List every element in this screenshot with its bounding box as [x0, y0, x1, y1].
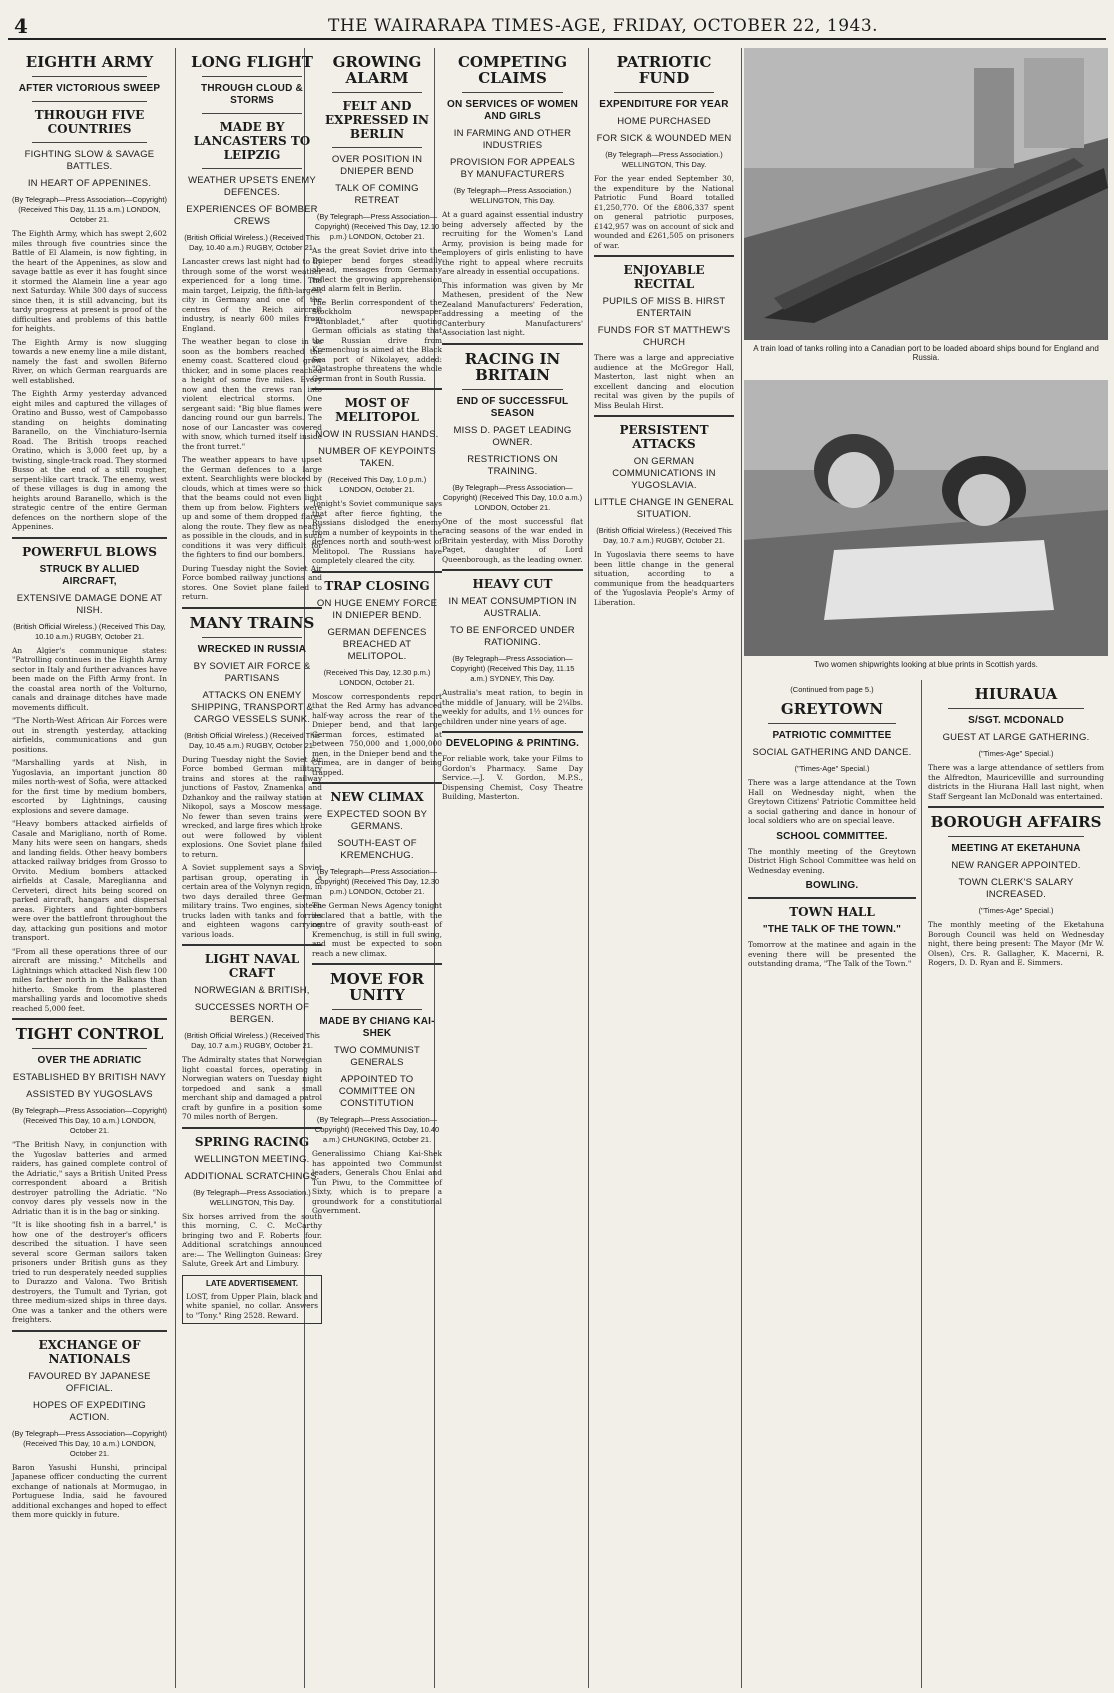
headline: BOROUGH AFFAIRS: [930, 813, 1102, 831]
article-paragraph: The monthly meeting of the Eketahuna Borough Council was held on Wednesday night, there being present: The Mayor (Mr W. Olsen), Crs. R. Gallagher, K. Macerni, R. Rogers, D. D. Ryan and E. Simmers.: [928, 920, 1104, 967]
article-paragraph: During Tuesday night the Soviet Air Force bombed railway junctions and stores. One Soviet plane failed to return.: [182, 563, 322, 601]
train-tanks-photo: [744, 48, 1108, 340]
subheadline: THROUGH CLOUD & STORMS: [201, 83, 303, 106]
article-paragraph: "The British Navy, in conjunction with the Yugoslav batteries and armed raiders, has gained complete control of the Adriatic," says a British United Press correspondent aboard a British destroyer patrolling the Adriatic. "No convoy dares ply vessels now in the Adriatic than it is in the bag or sinking.: [12, 1140, 167, 1216]
subheadline: PATRIOTIC COMMITTEE: [772, 730, 892, 741]
dateline: (By Telegraph—Press Association.) WELLINGTON, This Day.: [193, 1187, 311, 1207]
headline: TRAP CLOSING: [324, 578, 430, 593]
headline: FELT AND EXPRESSED IN BERLIN: [325, 99, 429, 141]
subheadline: HOME PURCHASED: [617, 116, 711, 127]
dateline: (By Telegraph—Press Association—Copyright) (Received This Day, 10.40 a.m.) CHUNGKING, October 21.: [314, 1115, 440, 1144]
subheadline: MADE BY CHIANG KAI-SHEK: [319, 1016, 435, 1039]
subheadline: GUEST AT LARGE GATHERING.: [942, 732, 1090, 743]
article-paragraph: One of the most successful flat racing seasons of the war ended in Britain yesterday, with Miss Dorothy Paget, daughter of Lord Queenborough, as the leading owner.: [442, 516, 583, 564]
dateline: (By Telegraph—Press Association.) WELLINGTON, This Day.: [453, 186, 572, 205]
article-paragraph: Tonight's Soviet communique says that after fierce fighting, the Russians dislodged the enemy from a number of keypoints in the defences north and south-west of Melitopol. The Russians have completely cleared the city.: [312, 499, 442, 565]
subheadline: PUPILS OF MISS B. HIRST ENTERTAIN: [602, 296, 726, 319]
headline: THROUGH FIVE COUNTRIES: [34, 108, 145, 136]
subheadline: TO BE ENFORCED UNDER RATIONING.: [450, 625, 575, 648]
subheadline: OVER POSITION IN DNIEPER BEND: [331, 154, 423, 177]
article-paragraph: The German News Agency tonight declared that a battle, with the centre of gravity south-east of Kremenchug, is still in full swing, and must be expected to soon reach a new climax.: [312, 901, 442, 958]
article-paragraph: There was a large attendance of settlers from the Alfredton, Mauricevillle and surrounding districts in the Hiurana Hall last night, when Staff Sergeant Ian McDonald was entertained.: [928, 763, 1104, 801]
article-paragraph: "It is like shooting fish in a barrel," is how one of the destroyer's officers described the situation. I have seen several score German sailors taken prisoners under British guns as they tried to run desperately needed supplies to Durazzo and Valona. Two British destroyers, the Tumult and Tyrian, got three medium-sized ships in three days. One was a tanker and the others were freighters.: [12, 1220, 167, 1324]
column-competing-claims: [438, 48, 587, 1688]
dateline: (By Telegraph—Press Association—Copyright) (Received This Day, 12.30 p.m.) LONDON, October 21.: [314, 867, 440, 896]
article-paragraph: Australia's meat ration, to begin in the middle of January, will be 2¼lbs. weekly for adults, and 1½ ounces for children under nine years of age.: [442, 688, 583, 726]
article-paragraph: For reliable work, take your Films to Gordon's Pharmacy. Same Day Service.—J. V. Gordon, M.P.S., Dispensing Chemist, Cosy Theatre Building, Masterton.: [442, 754, 583, 801]
subheadline: NEW RANGER APPOINTED.: [951, 860, 1081, 871]
headline: SPRING RACING: [194, 1134, 310, 1149]
headline: MOST OF MELITOPOL: [335, 396, 419, 424]
page-number: 4: [14, 14, 28, 38]
subheadline: NOW IN RUSSIAN HANDS.: [315, 429, 439, 440]
subheadline: END OF SUCCESSFUL SEASON: [456, 395, 569, 419]
column-rule: [588, 48, 589, 1688]
subheadline: OVER THE ADRIATIC: [37, 1055, 142, 1066]
subheadline: ESTABLISHED BY BRITISH NAVY: [12, 1072, 167, 1083]
dateline: (British Official Wireless.) (Received This Day, 10.7 a.m.) RUGBY, October 21.: [184, 1031, 320, 1050]
article-paragraph: This information was given by Mr Mathesen, president of the New Zealand Manufacturers' Federation, addressing a meeting of the Canterbury Manufacturers' Association last night.: [442, 280, 583, 337]
column-long-flight: [178, 48, 326, 1688]
article-paragraph: There was a large and appreciative audience at the McGregor Hall, Masterton, last night when an excellent dancing and elocution recital was given by the pupils of Miss Beulah Hirst.: [594, 353, 734, 410]
headline: ENJOYABLE RECITAL: [623, 263, 705, 291]
headline: MADE BY LANCASTERS TO LEIPZIG: [193, 120, 311, 162]
subheadline: WEATHER UPSETS ENEMY DEFENCES.: [188, 175, 316, 198]
dateline: (By Telegraph—Press Association—Copyright) (Received This Day, 10.0 a.m.) LONDON, October 21.: [442, 482, 583, 512]
subheadline: EXPENDITURE FOR YEAR: [599, 99, 729, 110]
subheadline: ON GERMAN COMMUNICATIONS IN YUGOSLAVIA.: [612, 456, 716, 491]
article-paragraph: Six horses arrived from the south this morning, C. C. McCarthy bringing two and F. Roberts four. Additional scratchings announced are:— The Wellington Guineas: Grey Salute, Greek Art and Limbury.: [182, 1211, 322, 1268]
article-paragraph: The monthly meeting of the Greytown District High School Committee was held on Wednesday evening.: [748, 846, 916, 875]
subheadline: APPOINTED TO COMMITTEE ON CONSTITUTION: [338, 1074, 416, 1109]
headline: NEW CLIMAX: [330, 790, 424, 804]
headline: PERSISTENT ATTACKS: [619, 423, 709, 451]
article-paragraph: During Tuesday night the Soviet Air Force bombed German military trains and stores at the railway junctions of Fastov, Znamenka and Dzhankoy and the railway station at Nikopol, says a Moscow message. No fewer than seven trains were wrecked, and large fires which broke out were followed by violent explosions. One Soviet plane failed to return.: [182, 754, 322, 859]
subheadline: IN HEART OF APPENINES.: [27, 178, 152, 189]
article-paragraph: "The North-West African Air Forces were out in strength yesterday, attacking airfields, communications and gun positions.: [12, 716, 167, 754]
subheadline: MEETING AT EKETAHUNA: [951, 843, 1081, 854]
subheadline: ADDITIONAL SCRATCHINGS.: [184, 1170, 320, 1182]
dateline: (By Telegraph—Press Association—Copyright) (Received This Day, 10 a.m.) LONDON, October 21.: [12, 1106, 167, 1135]
headline: TOWN HALL: [789, 905, 875, 919]
headline: POWERFUL BLOWS: [22, 544, 157, 559]
column-eighth-army: [8, 48, 171, 1688]
article-paragraph: The Admiralty states that Norwegian light coastal forces, operating in Norwegian waters on Tuesday night torpedoed and sank a small merchant ship and damaged a patrol craft by gunfire in a position some 70 miles north of Bergen.: [182, 1055, 322, 1121]
headline: PATRIOTIC FUND: [616, 53, 712, 87]
article-paragraph: The Eighth Army, which has swept 2,602 miles through five countries since the Battle of El Alamein, is now fighting, in the heart of the Appenines, as slow and savage battle as ever it has fought since it stormed the Alamein line a year ago next Saturday. While 300 days of success since then, it is still advancing, but its tardy progress at present is proof of the difficulties and problems of this battle for heights.: [12, 229, 167, 333]
subheadline: GERMAN DEFENCES BREACHED AT MELITOPOL.: [327, 626, 427, 662]
subheadline: TWO COMMUNIST GENERALS: [334, 1045, 420, 1068]
article-paragraph: There was a large attendance at the Town Hall on Wednesday night, when the Greytown Citizens' Patriotic Committee held a social gathering and dance in honour of local soldiers who are on special leave.: [748, 778, 916, 825]
article-paragraph: The weather began to close in as soon as the bombers reached the enemy coast. Scattered cloud grew thicker, and in some places reached a height of some five miles. Every now and then the crews ran into violent electrical storms. One sergeant said: "Big blue flames were dancing round our gun barrels. The nose of our Lancaster was covered with snow, which turned itself inside the front turret.": [182, 337, 322, 451]
subheadline: FIGHTING SLOW & SAVAGE BATTLES.: [24, 149, 155, 172]
subheadline: SUCCESSES NORTH OF BERGEN.: [194, 1002, 310, 1025]
subheadline: ASSISTED BY YUGOSLAVS: [26, 1089, 153, 1100]
dateline: (Received This Day, 12.30 p.m.) LONDON, October 21.: [323, 667, 431, 687]
column-rule: [175, 48, 176, 1688]
headline: MOVE FOR UNITY: [330, 970, 424, 1004]
article-paragraph: "Marshalling yards at Nish, in Yugoslavia, an important junction 80 miles north-west of Sofia, were attacked for the first time by medium bombers, escorted by Lightnings, causing explosions and severe damage.: [12, 758, 167, 815]
subheadline: S/SGT. MCDONALD: [968, 715, 1064, 726]
dateline: (British Official Wireless.) (Received This Day, 10.45 a.m.) RUGBY, October 21.: [184, 730, 320, 750]
article-paragraph: A Soviet supplement says a Soviet partisan group, operating in a certain area of the Volynyn region, in two days derailed three German military trains. Two engines, sixteen trucks laden with tanks and forries and eighteen wagons carrying various loads.: [182, 863, 322, 939]
headline: RACING IN BRITAIN: [464, 349, 561, 384]
subheadline: SOCIAL GATHERING AND DANCE.: [752, 747, 912, 758]
article-paragraph: The weather appears to have upset the German defences to a large extent. Searchlights were blocked by clouds, which at times were so thick that the beams could not even light them up from below. Fighters were up and some of them dropped flares along the route. They flew as nearly as possible in the clouds, and in such conditions it was very difficult for the fighters to find our bombers.: [182, 455, 322, 559]
article-paragraph: The Berlin correspondent of the Stockholm newspaper "Aftonbladet," after quoting German officials as stating that the Russian drive from Kremenchug is aimed at the Black Sea port of Nikolayev, added: "Catastrophe threatens the whole German front in South Russia.: [312, 297, 442, 383]
dateline: (By Telegraph—Press Association—Copyright) (Received This Day, 12.10 p.m.) LONDON, October 21.: [314, 212, 440, 241]
dateline: ("Times-Age" Special.): [978, 906, 1054, 915]
subheadline: EXPERIENCES OF BOMBER CREWS: [186, 204, 318, 227]
dateline: (British Official Wireless.) (Received This Day, 10.10 a.m.) RUGBY, October 21.: [13, 621, 166, 641]
column-patriotic-fund: [590, 48, 738, 1688]
subheadline: ON HUGE ENEMY FORCE IN DNIEPER BEND.: [316, 597, 438, 621]
subheadline: HOPES OF EXPEDITING ACTION.: [32, 1399, 147, 1423]
ad-text: LOST, from Upper Plain, black and white spaniel, no collar. Answers to "Tony." Ring 2528. Reward.: [186, 1291, 318, 1320]
subheadline: IN MEAT CONSUMPTION IN AUSTRALIA.: [448, 596, 577, 619]
headline: COMPETING CLAIMS: [457, 53, 568, 87]
subheadline: FOR SICK & WOUNDED MEN: [596, 133, 732, 144]
dateline: ("Times-Age" Special.): [978, 749, 1054, 758]
subheadline: ON SERVICES OF WOMEN AND GIRLS: [446, 99, 579, 122]
subheadline: "THE TALK OF THE TOWN.": [762, 924, 902, 935]
headline: MANY TRAINS: [189, 613, 315, 632]
article-paragraph: As the great Soviet drive into the Dnieper bend forges steadily ahead, messages from Germany reflect the growing apprehension and alarm felt in Berlin.: [312, 246, 442, 293]
photo-caption: A train load of tanks rolling into a Canadian port to be loaded aboard ships bound for England and Russia.: [753, 344, 1099, 362]
dateline: (British Official Wireless.) (Received This Day, 10.40 a.m.) RUGBY, October 21.: [184, 233, 320, 252]
subheadline: FAVOURED BY JAPANESE OFFICIAL.: [28, 1370, 151, 1394]
subheadline: PROVISION FOR APPEALS BY MANUFACTURERS: [449, 157, 576, 180]
article-paragraph: For the year ended September 30, the expenditure by the National Patriotic Fund Board totalled £1,250,770. Of the £806,337 spent on general patriotic purposes, £142,957 was on account of sick and wounded and £261,505 on prisoners of war.: [594, 174, 734, 250]
subheadline: WRECKED IN RUSSIA: [197, 643, 307, 655]
column-hiuraua: [924, 680, 1108, 1688]
classified-ad: [182, 1275, 322, 1325]
subheadline: RESTRICTIONS ON TRAINING.: [467, 453, 558, 477]
subheadline: EXTENSIVE DAMAGE DONE AT NISH.: [16, 592, 163, 616]
dateline: ("Times-Age" Special.): [794, 764, 870, 773]
subheadline: IN FARMING AND OTHER INDUSTRIES: [453, 128, 572, 151]
subheadline: STRUCK BY ALLIED AIRCRAFT,: [39, 563, 140, 587]
subheadline: DEVELOPING & PRINTING.: [445, 738, 580, 749]
headline: LIGHT NAVAL CRAFT: [204, 952, 300, 980]
article-paragraph: The Eighth Army is now slugging towards a new enemy line a mile distant, namely the fast and swollen Biferno River, on which German rearguards are well established.: [12, 337, 167, 385]
dateline: (By Telegraph—Press Association—Copyright) (Received This Day, 11.15 a.m.) LONDON, October 21.: [12, 195, 167, 224]
headline: GROWING ALARM: [332, 53, 422, 87]
article-paragraph: Generalissimo Chiang Kai-Shek has appointed two Communist leaders, Generals Chou Enlai and Tun Piwu, to the Committee of Sixty, which is to prepare a groundwork for a constitutional Government.: [312, 1149, 442, 1215]
dateline: (Received This Day, 1.0 p.m.) LONDON, October 21.: [327, 475, 427, 494]
subheadline: ATTACKS ON ENEMY SHIPPING, TRANSPORT & CARGO VESSELS SUNK.: [191, 689, 313, 725]
continued-note: (Continued from page 5.): [790, 685, 874, 694]
masthead: [8, 6, 1106, 40]
article-paragraph: "From all these operations three of our aircraft are missing." Mitchells and Lightnings which attacked Nish flew 100 miles farther north in the Balkans than hitherto. Smoke from the plastered marshalling yards and locomotive sheds reached 5,000 feet.: [12, 946, 167, 1013]
column-growing-alarm: [308, 48, 446, 1688]
subheadline: EXPECTED SOON BY GERMANS.: [326, 809, 428, 832]
headline: LONG FLIGHT: [191, 53, 313, 71]
article-paragraph: In Yugoslavia there seems to have been little change in the general situation, according to a communique from the headquarters of the Yugoslavia People's Army of Liberation.: [594, 550, 734, 607]
dateline: (By Telegraph—Press Association—Copyright) (Received This Day, 10 a.m.) LONDON, October 21.: [12, 1428, 167, 1458]
headline: EXCHANGE OF NATIONALS: [38, 1337, 141, 1366]
article-paragraph: "Heavy bombers attacked airfields of Casale and Marigliano, north of Rome. Many hits were seen on hangars, sheds and landing fields. Other heavy bombers attacked railway bridges from Grosso to Orvito. Medium bombers attacked airfields at Casale, Mareglianna and Cerveteri, direct hits being scored on parked aircraft, hangars and dispersal areas. Fighters and fighter-bombers were over the battlefront throughout the day, attacking gun positions and motor transport.: [12, 819, 167, 942]
subheadline: NUMBER OF KEYPOINTS TAKEN.: [318, 446, 436, 469]
subheadline: SCHOOL COMMITTEE.: [776, 830, 888, 842]
headline: GREYTOWN: [780, 700, 884, 718]
subheadline: WELLINGTON MEETING.: [194, 1153, 310, 1165]
shipwrights-photo: [744, 380, 1108, 656]
column-greytown: [744, 680, 920, 1688]
article-paragraph: An Algier's communique states: "Patrolling continues in the Eighth Army sector in Italy and further advances have been made on the Fifth Army front. In the coastal area north of the Volturno, canals and drainage ditches have made movements difficult.: [12, 645, 167, 712]
article-paragraph: At a guard against essential industry being adversely affected by the recruiting for the Women's Land Army, provision is being made for employers of girls enlisting to have the right to appeal where recruits are already in essential occupations.: [442, 210, 583, 276]
photo-caption: Two women shipwrights looking at blue prints in Scottish yards.: [814, 660, 1038, 669]
subheadline: BY SOVIET AIR FORCE & PARTISANS: [193, 660, 311, 684]
headline: HEAVY CUT: [472, 577, 553, 591]
subheadline: LITTLE CHANGE IN GENERAL SITUATION.: [594, 497, 734, 520]
article-paragraph: Moscow correspondents report that the Red Army has advanced half-way across the rear of the Dnieper bend, and that large German forces, estimated at between 750,000 and 1,000,000 men, in the Dnieper bend and the Crimea, are in danger of being trapped.: [312, 691, 442, 777]
headline: EIGHTH ARMY: [25, 53, 154, 71]
article-paragraph: Tomorrow at the matinee and again in the evening there will be presented the outstanding drama, "The Talk of the Town.": [748, 940, 916, 968]
subheadline: SOUTH-EAST OF KREMENCHUG.: [337, 838, 417, 861]
subheadline: TOWN CLERK'S SALARY INCREASED.: [958, 877, 1074, 900]
article-paragraph: The Eighth Army yesterday advanced eight miles and captured the villages of Oratino and Busso, west of Campobasso standing on heights dominating Baranello, on the Vinchiaturo-Isernia Road. The British troops reached Oratino, which is 3,000 feet up, by a twisting, single-track road. They stormed Busso at the end of a still rougher, serpent-like cart track. The enemy, west of these villages is dug in among the heights around Baranello, which is the strategic centre of the entire German defences on the northern slope of the Appenines.: [12, 389, 167, 531]
ad-heading: LATE ADVERTISEMENT.: [205, 1278, 298, 1288]
subheadline: AFTER VICTORIOUS SWEEP: [18, 83, 161, 94]
subheadline: FUNDS FOR ST MATTHEW'S CHURCH: [597, 325, 731, 348]
article-paragraph: Baron Yasushi Hunshi, principal Japanese officer conducting the current exchange of nationals at Mormugao, in Portuguese India, said he favoured additional exchanges and hoped to effect them more quickly in future.: [12, 1462, 167, 1519]
headline: TIGHT CONTROL: [15, 1025, 164, 1043]
newspaper-title: THE WAIRARAPA TIMES-AGE, FRIDAY, OCTOBER 22, 1943.: [328, 16, 879, 36]
subheadline: BOWLING.: [805, 880, 859, 891]
column-rule: [921, 680, 922, 1688]
dateline: (British Official Wireless.) (Received This Day, 10.7 a.m.) RUGBY, October 21.: [596, 526, 732, 545]
headline: HIURAUA: [974, 685, 1058, 703]
dateline: (By Telegraph—Press Association.) WELLINGTON, This Day.: [605, 150, 723, 169]
column-rule: [741, 48, 742, 1688]
article-paragraph: Lancaster crews last night had to fly through some of the worst weather experienced for a long time. The main target, Leipzig, the fifth-largest city in Germany and one of the centres of the Reich aircraft industry, is nearly 600 miles from England.: [182, 257, 322, 333]
dateline: (By Telegraph—Press Association—Copyright) (Received This Day, 11.15 a.m.) SYDNEY, This Day.: [450, 654, 575, 683]
subheadline: NORWEGIAN & BRITISH,: [194, 985, 310, 996]
subheadline: MISS D. PAGET LEADING OWNER.: [453, 424, 572, 448]
subheadline: TALK OF COMING RETREAT: [335, 183, 419, 206]
